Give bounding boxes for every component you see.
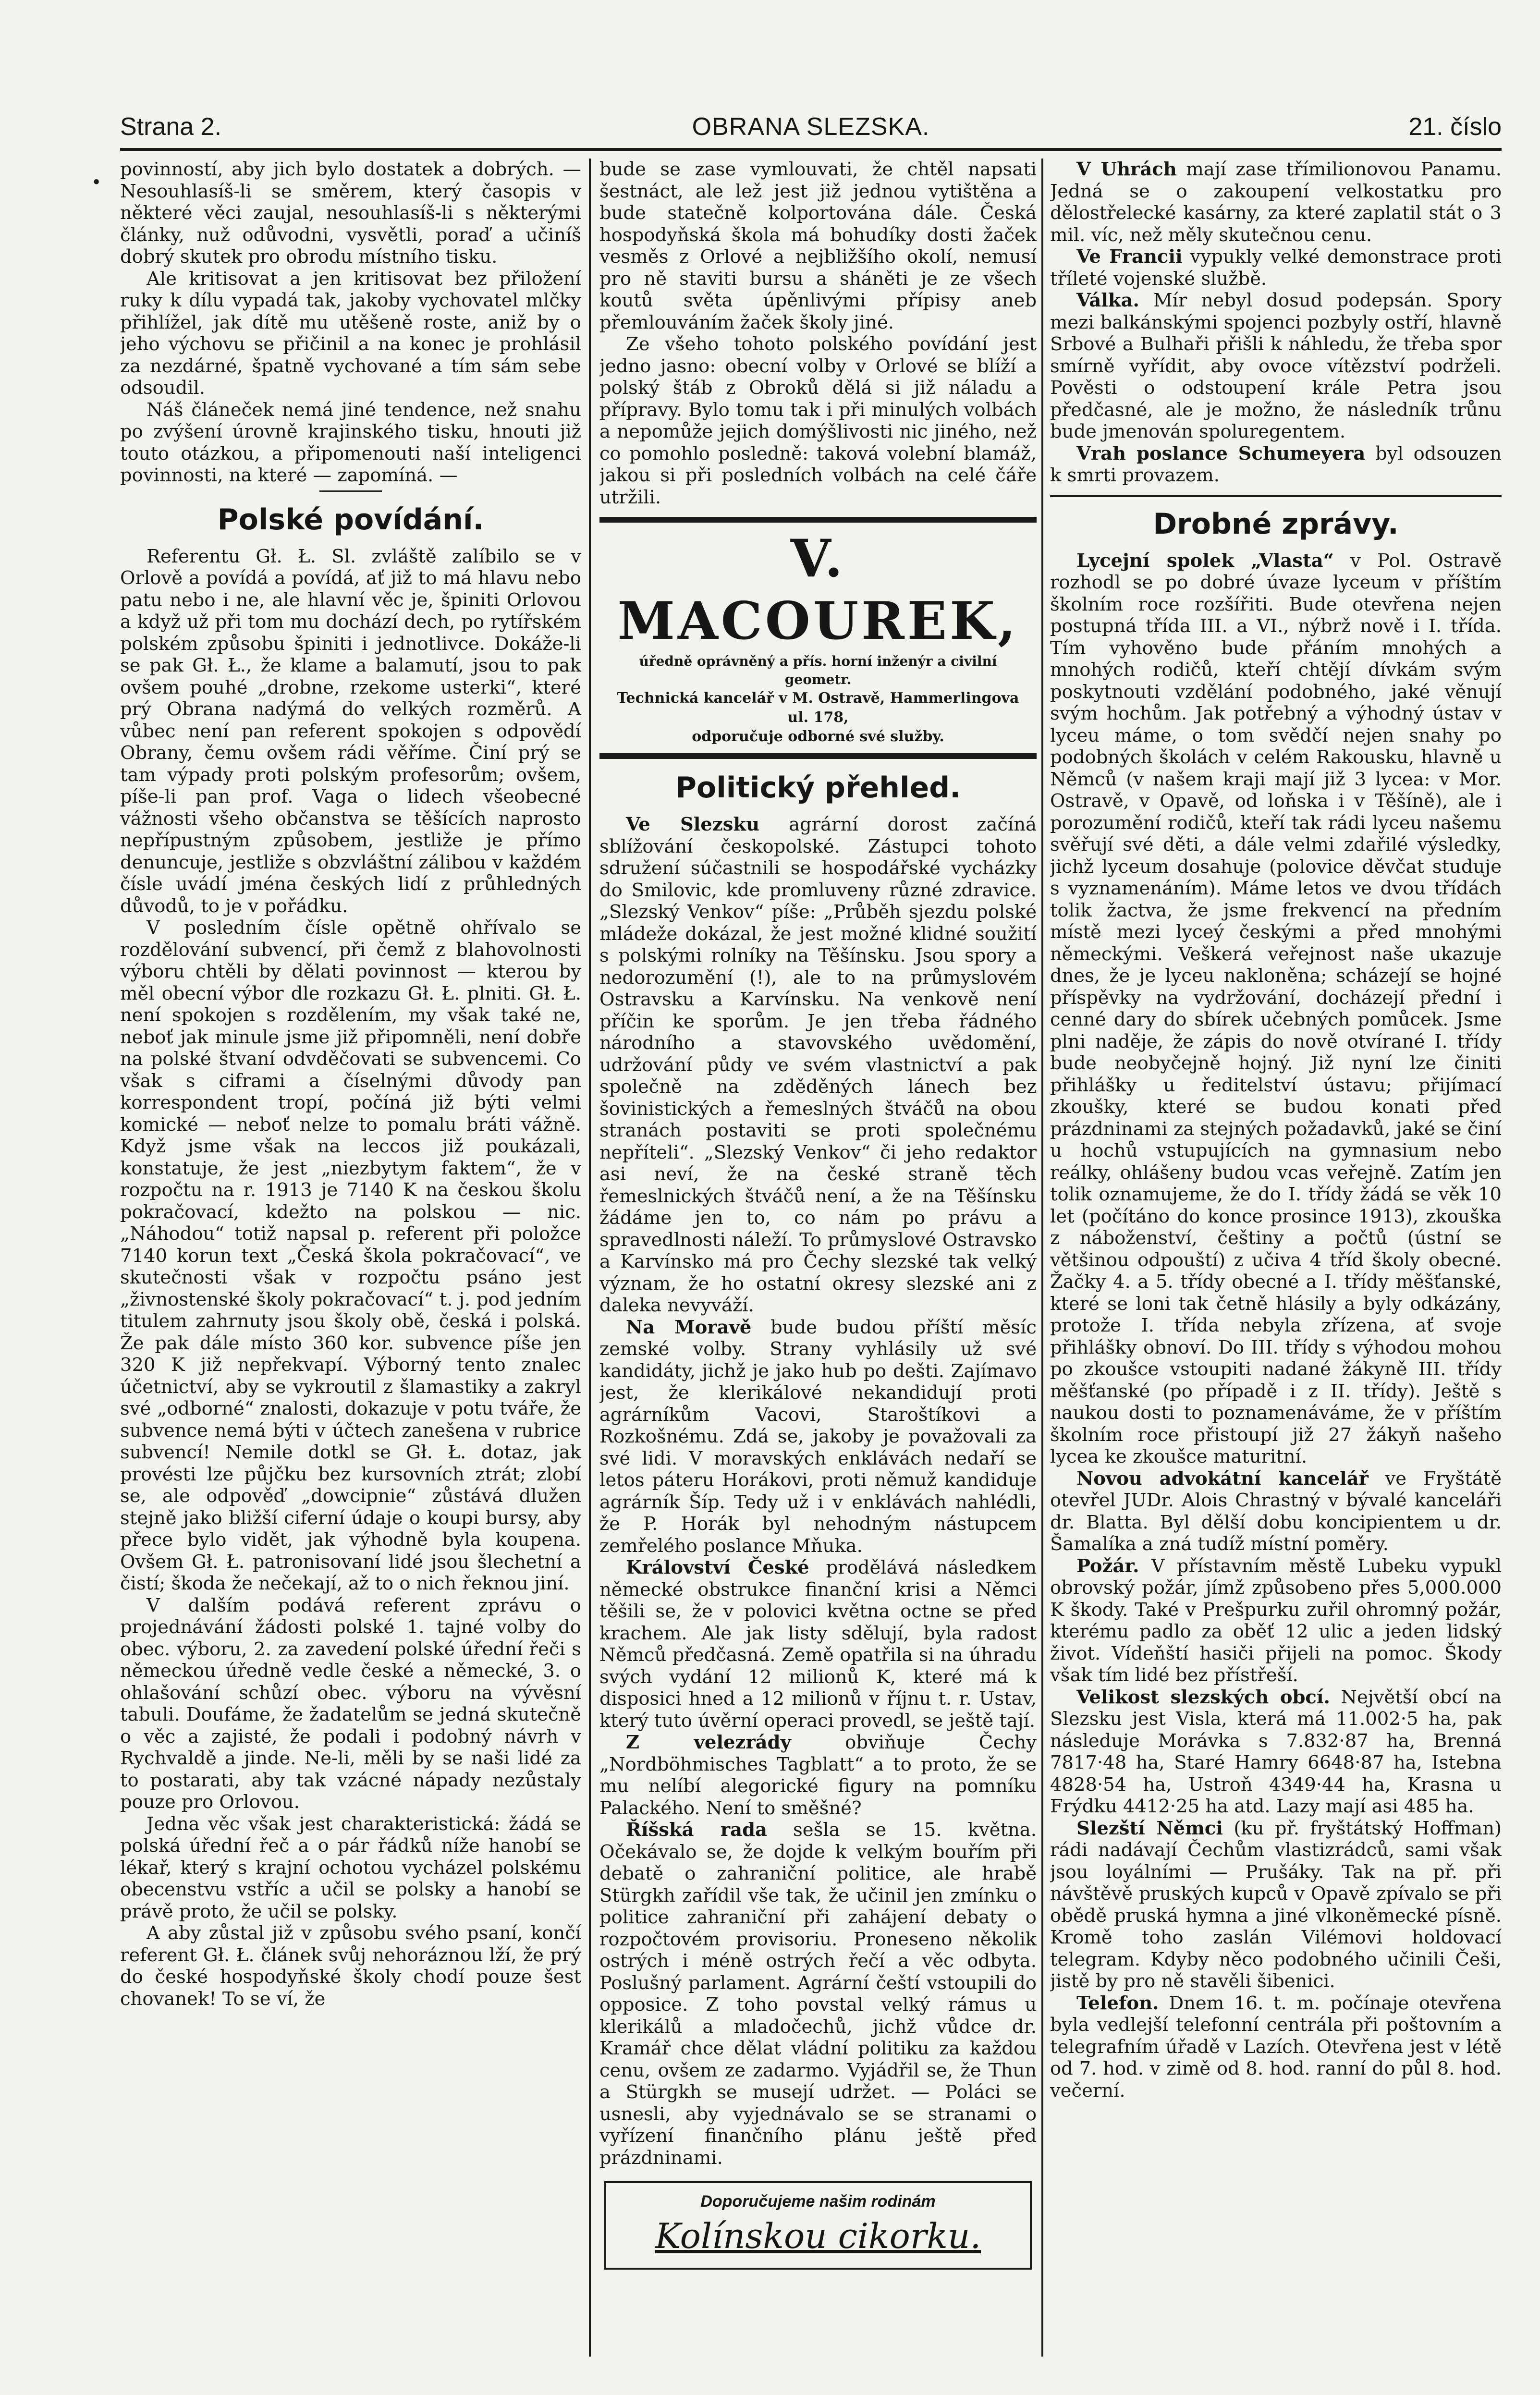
article-paragraph — [1050, 1468, 1502, 1555]
paragraph-lead: Válka. — [1076, 290, 1139, 311]
column-1 — [120, 159, 581, 2357]
article-paragraph — [1050, 290, 1502, 443]
article-paragraph — [599, 1557, 1037, 1732]
paragraph-lead: Velikost slezských obcí. — [1076, 1686, 1330, 1708]
article-paragraph — [1050, 1555, 1502, 1686]
article-paragraph: Ze všeho tohoto polského povídání jest jedno jasno: obecní volby v Orlové se blíží a polský štáb z Obroků dělá si již náladu a přípravy. Bylo tomu tak i při minulých volbách a nepomůže jejich domýšlivosti nic jiného, než co pomohlo posledně: taková volební blamáž, jakou si při posledních volbách na celé čáře utržili. — [599, 333, 1037, 508]
paragraph-text: bude budou příští měsíc zemské volby. Strany vyhlásily už své kandidáty, jichž je jako hub po dešti. Zajímavo jest, že klerikálové nekandidují proti agrárníkům Vacovi, Staroštíkovi a Rozkošnému. Zdá se, jakoby je považovali za své lidi. V moravských enklávách nedaří se letos páteru Horákovi, proti němuž kandiduje agrárník Šíp. Tedy už i v enklávách nahlédli, že P. Horák byl nehodným nástupcem zemřelého poslance Mňuka. — [599, 1316, 1037, 1557]
paragraph-lead: Lycejní spolek „Vlasta“ — [1076, 550, 1334, 572]
section-title-drobne-zpravy: Drobné zprávy. — [1153, 507, 1399, 541]
issue-number: 21. číslo — [1408, 113, 1502, 141]
article-paragraph — [599, 1732, 1037, 1819]
paragraph-lead: Z velezrády — [626, 1732, 791, 1753]
article-paragraph: Ale kritisovat a jen kritisovat bez přiložení ruky k dílu vypadá tak, jakoby vychovatel mlčky přihlížel, jak dítě mu utěšeně roste, aniž by o jeho výchovu se přičinil a na konec je prohlásil za nezdárné, špatně vychované a tím sám sebe odsoudil. — [120, 268, 581, 399]
paragraph-lead: Království České — [626, 1557, 809, 1578]
article-paragraph: Náš článeček nemá jiné tendence, než snahu po zvýšení úrovně krajinského tisku, hnouti již touto otázkou, a připomenouti naší inteligenci povinnosti, na které — zapomíná. — — [120, 399, 581, 486]
article-paragraph: Referentu Gł. Ł. Sl. zvláště zalíbilo se v Orlově a povídá a povídá, ať již to má hlavu nebo patu nebo i ne, ale hlavní věc je, špiniti Orlovou a když už při tom mu dochází dech, po rytířském polském způsobu špiniti i jednotlivce. Dokáže-li se pak Gł. Ł., že klame a balamutí, jsou to pak ovšem pouhé „drobne, rzekome usterki“, které prý Obrana nadýmá do velkých rozměrů. A vůbec není pan referent spokojen s odpovědí Obrany, čemu ovšem rádi věříme. Činí prý se tam výpady proti polským profesorům; ovšem, píše-li pan prof. Vaga o lidech všeobecné vážnosti všeho občanstva se těšících naprosto nepřípustným způsobem, jestliže je přímo denuncuje, jestliže s obzvláštní zálibou v každém čísle uvádí jména českých lidí z průhledných důvodů, to je v pořádku. — [120, 545, 581, 917]
margin-dot: • — [91, 173, 102, 193]
section-title-polske-povidani: Polské povídání. — [217, 502, 484, 537]
article-paragraph — [1050, 1686, 1502, 1818]
paragraph-text: v Pol. Ostravě rozhodl se po dobré úvaze lyceum v příštím školním roce rozšířiti. Bude otevřena nejen postupná třída III. a VI., nýbrž nově i I. třída. Tím vyhověno bude přáním mnohých a mnohých rodičů, kteří chtějí dívkám svým poskytnouti vzdělání podobného, jaké věnují svým hochům. Jak potřebný a výhodný ústav v lyceu máme, o tom svědčí nejen snahy po podobných školách v celém Rakousku, hlavně u Němců (v našem kraji mají již 3 lycea: v Mor. Ostravě, v Opavě, od loňska i v Těšíně), ale i porozumění rodičů, kteří tak rádi lyceu našemu svěřují své děti, a dále velmi zdařilé výsledky, jichž lyceum dosahuje (polovice děvčat studuje s vyznamenáním). Máme letos ve dvou třídách tolik žactva, že jsme frekvencí na předním místě mezi lyceý českými a před mnohými německými. Veškerá veřejnost naše ukazuje dnes, že je lyceu nakloněna; scházejí se hojné příspěvky na vydržování, docházejí přední i cenné dary do sbírek učebných pomůcek. Jsme plni naděje, že zápis do nově otvírané I. třídy bude neobyčejně hojný. Již nyní lze činiti přihlášky u ředitelství ústavu; přijímací zkoušky, které se budou konati před prázdninami za stejných požadavků, jaké se činí u hochů vstupujících na gymnasium nebo reálky, ohlášeny budou vcas veřejně. Zatím jen tolik oznamujeme, že do I. třídy žádá se věk 10 let (počítáno do konce prosince 1913), zkouška z náboženství, češtiny a počtů (ústní se většinou odpouští) z učiva 4 tříd školy obecné. Žačky 4. a 5. třídy obecné a I. třídy měšťanské, které se loni tak četně hlásily a byly odkázány, protože I. třída nebyla zřízena, ať svoje přihlášky obnoví. Do III. třídy s výhodou mohou po zkoušce vstoupiti nadané žákyně III. třídy měšťanské (po případě i z II. třídy). Ještě s naukou dosti to poznamenáváme, že v příštím školním roce přistoupí již 27 žákyň našeho lycea ke zkoušce maturitní. — [1050, 550, 1502, 1467]
article-paragraph: A aby zůstal již v způsobu svého psaní, končí referent Gł. Ł. článek svůj nehoráznou lží, že prý do české hospodyňské školy chodí pouze šest chovanek! To se ví, že — [120, 1922, 581, 2010]
paragraph-lead: Říšská rada — [626, 1819, 767, 1841]
paragraph-text: Dnem 16. t. m. počínaje otevřena byla vedlejší telefonní centrála při poštovním a telegrafním úřadě v Lazích. Otevřena jest v létě od 7. hod. v zimě od 8. hod. ranní do půl 8. hod. večerní. — [1050, 1992, 1502, 2102]
advertisement-cikorka — [604, 2181, 1032, 2270]
paragraph-lead: Slezští Němci — [1076, 1817, 1223, 1839]
ad-line: úředně oprávněný a přís. horní inženýr a civilní geometr. — [639, 653, 997, 687]
column-3 — [1050, 159, 1502, 2357]
paragraph-lead: Novou advokátní kancelář — [1076, 1467, 1369, 1490]
paragraph-text: (ku př. fryštátský Hoffman) rádi nadávají Čechům vlastizrádců, sami však jsou loyálními — Prušáky. Tak na př. při návštěvě pruských kupců v Opavě zpívalo se při obědě pruská hymna a jiné vlkoněmecké písně. Kromě toho zaslán Vilémovi holdovací telegram. Kdyby něco podobného učinili Češi, jistě by pro ně stavěli šibenici. — [1050, 1817, 1502, 1992]
article-paragraph — [1050, 443, 1502, 487]
paragraph-lead: Ve Francii — [1076, 246, 1183, 268]
paragraph-lead: V Uhrách — [1076, 159, 1177, 180]
ad-company-name: V. MACOUREK, — [617, 528, 1019, 651]
header-rule — [120, 148, 1502, 151]
paragraph-lead: Ve Slezsku — [626, 814, 760, 835]
article-paragraph — [1050, 1992, 1502, 2102]
paragraph-text: vypukly velké demonstrace proti tříleté vojenské službě. — [1050, 246, 1502, 290]
article-paragraph: V dalším podává referent zprávu o projednávání žádosti polské 1. tajné volby do obec. výboru, 2. za zavedení polské úřední řeči s německou úředně vedle české a německé, 3. o ohlašování schůzí obec. výboru na vývěsní tabuli. Doufáme, že žadatelům se jedná skutečně o věc a zajisté, že podali i podobný návrh v Rychvaldě a jinde. Ne-li, měli by se naši lidé za to postarati, aby tak vzácné nápady nezůstaly pouze pro Orlovou. — [120, 1594, 581, 1813]
paragraph-text: byl odsouzen k smrti provazem. — [1050, 442, 1502, 486]
article-paragraph — [1050, 246, 1502, 290]
column-divider-2 — [1041, 159, 1043, 2357]
article-paragraph — [1050, 550, 1502, 1468]
article-paragraph — [1050, 159, 1502, 246]
article-paragraph — [599, 1819, 1037, 2169]
page-number: Strana 2. — [120, 113, 222, 141]
separator-rule — [319, 490, 382, 492]
article-paragraph — [599, 1317, 1037, 1557]
paragraph-text: mají zase třímilionovou Panamu. Jedná se o zakoupení velkostatku pro dělostřelecké kasárny, za které zaplatil stát o 3 mil. víc, než měly skutečnou cenu. — [1050, 159, 1502, 246]
paragraph-text: prodělává následkem německé obstrukce finanční krisi a Němci těšili se, že v polovici května octne se před krachem. Ale jak listy sdělují, byla radost Němců předčasná. Země opatřila si na úhradu svých vydání 12 milionů K, které má k disposici hned a 12 milionů v říjnu t. r. Ustav, který tuto úvěrní operaci provedl, se ještě tají. — [599, 1557, 1037, 1732]
newspaper-title: OBRANA SLEZSKA. — [692, 113, 930, 141]
ad-line: Technická kancelář v M. Ostravě, Hammerlingova ul. 178, — [617, 690, 1019, 726]
article-paragraph — [1050, 1818, 1502, 1992]
section-title-politicky-prehled: Politický přehled. — [675, 771, 961, 805]
advertisement-macourek — [599, 517, 1037, 759]
paragraph-lead: Na Moravě — [626, 1316, 752, 1338]
paragraph-text: Mír nebyl dosud podepsán. Spory mezi balkánskými spojenci pozbyly ostří, hlavně Srbové a Bulhaři přišli k náhledu, že třeba spor smírně vyřídit, aby ovoce vítězství podrželi. Pověsti o odstoupení krále Petra jsou předčasné, ale je možno, že následník trůnu bude jmenován spoluregentem. — [1050, 290, 1502, 442]
paragraph-lead: Vrah poslance Schumeyera — [1076, 442, 1366, 464]
paragraph-lead: Požár. — [1076, 1555, 1139, 1577]
paragraph-text: Největší obcí na Slezsku jest Visla, která má 11.002·5 ha, pak následuje Morávka s 7.832·87 ha, Brenná 7817·48 ha, Staré Hamry 6648·87 ha, Istebna 4828·54 ha, Ustroň 4349·44 ha, Krasna u Frýdku 4412·25 ha atd. Lazy mají asi 485 ha. — [1050, 1686, 1502, 1817]
paragraph-text: agrární dorost začíná sblížování českopolské. Zástupci tohoto sdružení súčastnili se hospodářské vycházky do Smilovic, kde promluveny různé zdravice. „Slezský Venkov“ píše: „Průběh sjezdu polské mládeže dokázal, že jest možné klidné soužití s polskými rolníky na Těšínsku. Jsou spory a nedorozumění (!), ale to na průmyslovém Ostravsku a Karvínsku. Na venkově není příčin ke sporům. Je jen třeba řádného národního a stavovského uvědomění, udržování půdy ve svém vlastnictví a pak společně na zděděných lánech bez šovinistických a řemeslných štváčů na obou stranách postaviti se proti společnému nepříteli“. „Slezský Venkov“ či jeho redaktor asi neví, že na české straně těch řemeslnických štváčů není, a že na Těšínsku žádáme jen to, co nám po právu a spravedlnosti náleží. To průmyslové Ostravsko a Karvínsko má pro Čechy slezské tak velký význam, že ho ostatní okresy slezské ani z daleka nevyváží. — [599, 814, 1037, 1316]
ad-line: odporučuje odborné své služby. — [692, 728, 944, 745]
column-2 — [599, 159, 1037, 2357]
article-paragraph — [599, 814, 1037, 1317]
paragraph-text: V přístavním městě Lubeku vypukl obrovský požár, jímž způsobeno přes 5,000.000 K škody. Také v Prešpurku zuřil ohromný požár, kterému padlo za oběť 12 ulic a jeden lidský život. Vídeňští hasiči přijeli na pomoc. Škody však tím lidé bez přístřeší. — [1050, 1555, 1502, 1686]
article-paragraph: V posledním čísle opětně ohřívalo se rozdělování subvencí, při čemž z blahovolnosti výboru chtěli by dělati povinnost — kterou by měl obecní výbor dle rozkazu Gł. Ł. plniti. Gł. Ł. není spokojen s rozdělením, my však také ne, neboť jak minule jsme již připomněli, není dobře na polské štvaní odvděčovati se subvencemi. Co však s ciframi a číselnými důvody pan korrespondent tropí, počíná již býti velmi komické — neboť nelze to pomalu bráti vážně. Když jsme však na leccos již poukázali, konstatuje, že jest „niezbytym faktem“, že v rozpočtu na r. 1913 je 7140 K na českou školu pokračovací, kdežto na polskou — nic. „Náhodou“ totiž napsal p. referent při položce 7140 korun text „Česká škola pokračovací“, ve skutečnosti však v rozpočtu psáno jest „živnostenské školy pokračovací“ t. j. pod jedním titulem zahrnuty jsou školy obě, česká i polská. Že pak dále místo 360 kor. subvence píše jen 320 K již nepřekvapí. Výborný tento znalec účetnictví, aby se vykroutil z šlamastiky a zakryl své „odborné“ znalosti, dokazuje v potu tváře, že subvence nemá býti v účtech zanešena v rubrice subvencí! Nemile dotkl se Gł. Ł. dotaz, jak provésti lze půjčku bez kursovních ztrát; zlobí se, ale odpověď „dowcipnie“ zůstává dlužen stejně jako bližší ciferní údaje o koupi bursy, aby přece bylo vidět, jak výhodně byla koupena. Ovšem Gł. Ł. patronisovaní lidé jsou šlechetní a čistí; škoda že nečekají, až to o nich řeknou jiní. — [120, 917, 581, 1594]
paragraph-text: sešla se 15. května. Očekávalo se, že dojde k velkým bouřím při debatě o zahraniční politice, ale hrabě Stürgkh zařídil vše tak, že učinil jen zmínku o politice zahraniční při zahájení debaty o rozpočtovém provisoriu. Proneseno několik ostrých i méně ostrých řečí a věc odbyta. Poslušný parlament. Agrární čeští vstoupili do opposice. Z toho povstal velký rámus u klerikálů a mladočechů, jichž vůdce dr. Kramář chce dělat vládní politiku za každou cenu, ovšem ze zadarmo. Vyjádřil se, že Thun a Stürgkh se musejí udržet. — Poláci se usnesli, aby vyjednávalo se se stranami o vyřízení finančního plánu ještě před prázdninami. — [599, 1819, 1037, 2169]
ad-product-name: Kolínskou cikorku. — [655, 2216, 981, 2256]
article-paragraph: povinností, aby jich bylo dostatek a dobrých. — Nesouhlasíš-li se směrem, který časopis v některé věci zaujal, nesouhlasíš-li s některými články, nuž odůvodni, vysvětli, poraď a učiníš dobrý skutek pro obrodu místního tisku. — [120, 159, 581, 268]
paragraph-text: ve Fryštátě otevřel JUDr. Alois Chrastný v bývalé kanceláři dr. Blatta. Byl dělší dobu koncipientem u dr. Šamalíka a zná tudíž místní poměry. — [1050, 1467, 1502, 1555]
column-divider-1 — [589, 159, 591, 2357]
separator-rule — [1050, 495, 1502, 497]
paragraph-lead: Telefon. — [1076, 1992, 1159, 2014]
ad-line: Doporučujeme našim rodinám — [700, 2192, 936, 2211]
article-paragraph: bude se zase vymlouvati, že chtěl napsati šestnáct, ale lež jest již jednou vytištěna a bude statečně kolportována dále. Česká hospodyňská škola má bohudíky dosti žaček vesměs z Orlové a nejbližšího okolí, nemusí pro ně staviti bursu a sháněti je ze všech koutů světa úpěnlivými přípisy aneb přemlouváním žaček školy jiné. — [599, 159, 1037, 333]
article-paragraph: Jedna věc však jest charakteristická: žádá se polská úřední řeč a o pár řádků níže hanobí se lékař, který s krajní ochotou vycházel polskému obecenstvu vstříc a učil se polsky a hanobí se právě proto, že učil se polsky. — [120, 1813, 581, 1922]
page-header — [120, 107, 1502, 147]
paragraph-text: obviňuje Čechy „Nordböhmisches Tagblatt“ a to proto, že se mu nelíbí alegorické figury na pomníku Palackého. Není to směšné? — [599, 1732, 1037, 1819]
